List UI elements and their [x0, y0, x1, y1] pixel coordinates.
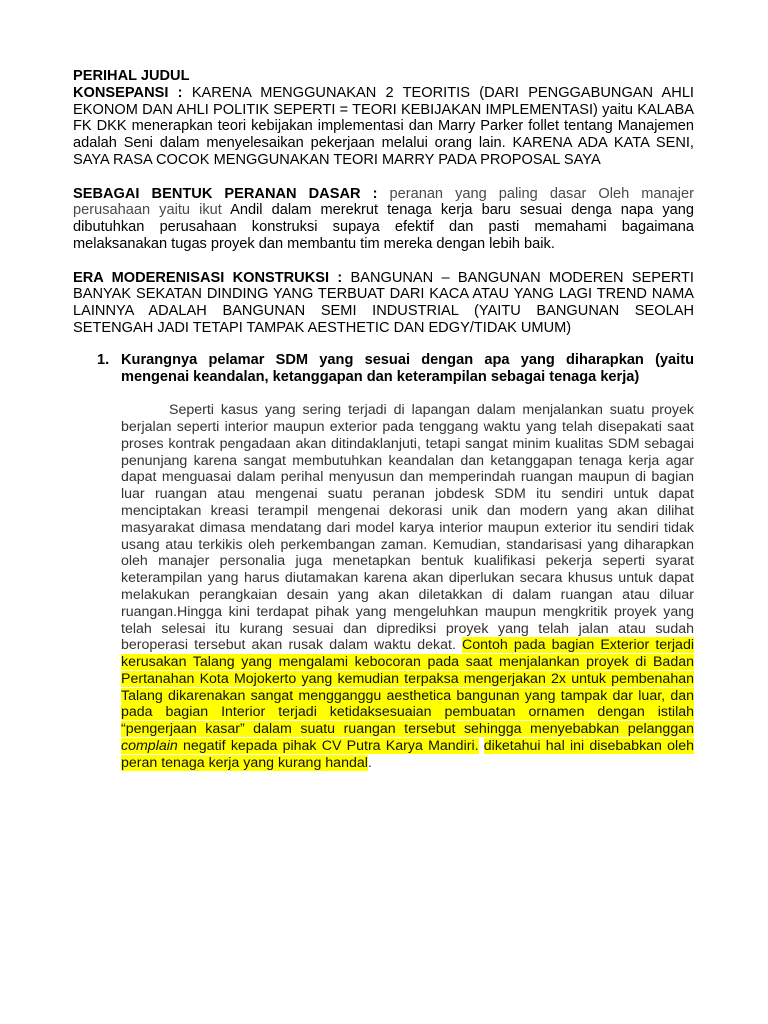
era-label: ERA MODERENISASI KONSTRUKSI :	[73, 269, 343, 286]
body-end-punct: .	[367, 754, 372, 771]
list-number: 1.	[97, 351, 110, 368]
highlight-conclusion: diketahui hal ini disebabkan oleh peran tenaga kerja yang kurang handal	[121, 738, 694, 771]
peranan-label: SEBAGAI BENTUK PERANAN DASAR :	[73, 185, 378, 202]
highlight-italic-complain: complain	[121, 738, 178, 755]
peranan-paragraph	[73, 186, 694, 253]
page-heading: PERIHAL JUDUL	[73, 68, 190, 84]
konsepansi-paragraph	[73, 85, 694, 169]
body-plain-text: Seperti kasus yang sering terjadi di lapangan dalam menjalankan suatu proyek berjalan seperti interior maupun exterior pada tenggang waktu yang telah disepakati saat proses kontrak pengadaan akan ditindaklanjuti, tetapi sangat minim kualitas SDM sebagai penunjang karena sangat membutuhkan keandalan dan ketanggapan tenaga kerja agar dapat menguasai dalam perihal menyusun dan memperindah ruangan maupun di bagian luar ruangan atau mengenai suatu peranan jobdesk SDM itu sendiri untuk dapat menciptakan kreasi terampil mengenai dekorasi unik dan modern yang akan dilihat masyarakat dimasa mendatang dari model karya interior maupun exterior itu sendiri tidak usang atau terkikis oleh perkembangan zaman. Kemudian, standarisasi yang diharapkan oleh manajer personalia juga menetapkan bentuk kualifikasi pekerja seperti syarat keterampilan yang harus diutamakan karena akan diperlukan secara khusus untuk dapat melakukan perangkaian desain yang akan diletakkan di dalam ruangan atau diluar ruangan.Hingga kini terdapat pihak yang mengeluhkan maupun mengkritik proyek yang telah selesai itu kurang sesuai dan diprediksi proyek yang telah jalan atau sudah beroperasi tersebut akan rusak dalam waktu dekat.	[121, 402, 694, 654]
document-page	[73, 68, 694, 772]
konsepansi-text: KARENA MENGGUNAKAN 2 TEORITIS (DARI PENGGABUNGAN AHLI EKONOM DAN AHLI POLITIK SEPERTI = TEORI KEBIJAKAN IMPLEMENTASI) yaitu KALABA FK DKK menerapkan teori kebijakan implementasi dan Marry Parker follet tentang Manajemen adalah Seni dalam menyelesaikan pekerjaan melalui orang lain. KARENA ADA KATA SENI, SAYA RASA COCOK MENGGUNAKAN TEORI MARRY PADA PROPOSAL SAYA	[73, 84, 694, 168]
numbered-list-item	[73, 352, 694, 386]
era-text: BANGUNAN – BANGUNAN MODEREN SEPERTI BANYAK SEKATAN DINDING YANG TERBUAT DARI KACA ATAU YANG LAGI TREND NAMA LAINNYA ADALAH BANGUNAN SEMI INDUSTRIAL (YAITU BANGUNAN SEOLAH SETENGAH JADI TETAPI TAMPAK AESTHETIC DAN EDGY/TIDAK UMUM)	[73, 269, 694, 336]
highlight-example-1: Contoh pada bagian Exterior terjadi kerusakan Talang yang mengalami kebocoran pada saat menjalankan proyek di Badan Pertanahan Kota Mojokerto yang kemudian terpaksa mengerjakan 2x untuk pembenahan Talang dikarenakan sangat mengganggu aesthetica bangunan yang tampak dar luar, dan pada bagian Interior terjadi ketidaksesuaian pembuatan ornamen dengan istilah “pengerjaan kasar” dalam suatu ruangan tersebut sehingga menyebabkan pelanggan	[121, 637, 694, 738]
peranan-grey-text: peranan yang paling dasar Oleh manajer perusahaan yaitu ikut	[73, 185, 694, 219]
konsepansi-label: KONSEPANSI :	[73, 84, 183, 101]
list-item-body	[73, 402, 694, 772]
highlight-example-2: negatif kepada pihak CV Putra Karya Mandiri.	[177, 738, 479, 755]
list-item-heading: Kurangnya pelamar SDM yang sesuai dengan apa yang diharapkan (yaitu mengenai keandalan, ketanggapan dan keterampilan sebagai tenaga kerja)	[121, 351, 694, 385]
era-paragraph	[73, 270, 694, 337]
peranan-text: Andil dalam merekrut tenaga kerja baru sesuai denga napa yang dibutuhkan perusahaan konstruksi supaya efektif dan pasti memahami bagaimana melaksanakan tugas proyek dan membantu tim mereka dengan lebih baik.	[73, 202, 695, 252]
